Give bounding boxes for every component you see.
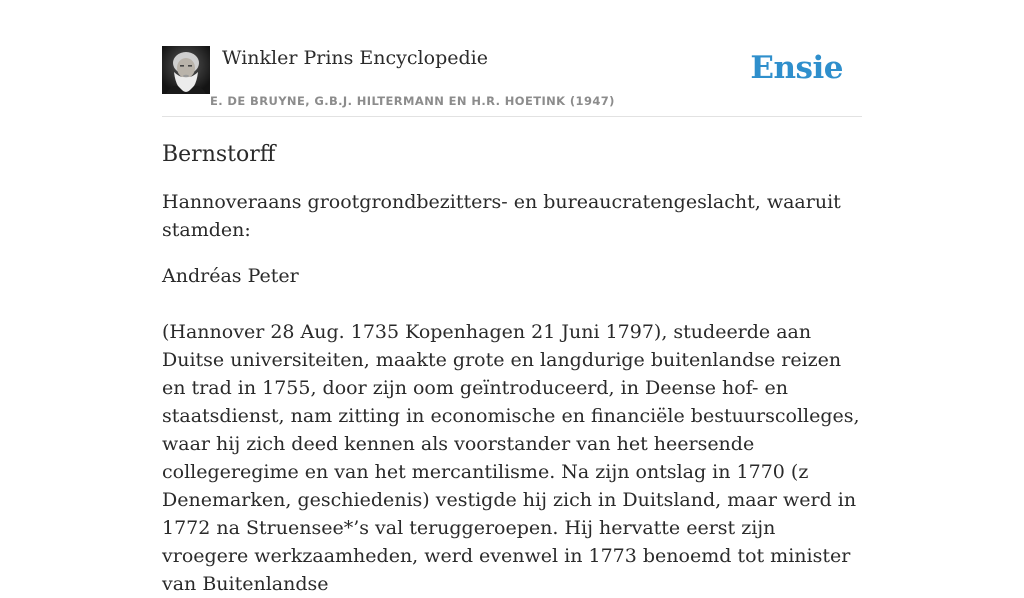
entry-body: (Hannover 28 Aug. 1735 Kopenhagen 21 Juni 1797), studeerde aan Duitse universiteiten, maakte grote en langdurige buitenlandse reizen en trad in 1755, door zijn oom geïntroduceerd, in Deense hof- en staatsdienst, nam zitting in economische en financiële bestuurscolleges, waar hij zich deed kennen als voorstander van het heersende collegeregime en van het mercantilisme. Na zijn ontslag in 1770 (z Denemarken, geschiedenis) vestigde hij zich in Duitsland, maar werd in 1772 na Struensee*’s val teruggeroepen. Hij hervatte eerst zijn vroegere werkzaamheden, werd evenwel in 1773 benoemd tot minister van Buitenlandse <box>162 321 860 595</box>
author-avatar[interactable] <box>162 46 210 94</box>
ensie-logo[interactable]: Ensie <box>750 50 843 86</box>
source-header <box>162 44 862 117</box>
entry-subject: Andréas Peter <box>162 265 299 287</box>
source-title[interactable]: Winkler Prins Encyclopedie <box>222 47 488 69</box>
author-portrait-icon <box>162 46 210 94</box>
entry-title: Bernstorff <box>162 142 276 167</box>
entry-intro: Hannoveraans grootgrondbezitters- en bureaucratengeslacht, waaruit stamden: <box>162 191 841 241</box>
entry-content <box>162 138 862 598</box>
source-authors: E. DE BRUYNE, G.B.J. HILTERMANN EN H.R. HOETINK (1947) <box>210 94 615 108</box>
